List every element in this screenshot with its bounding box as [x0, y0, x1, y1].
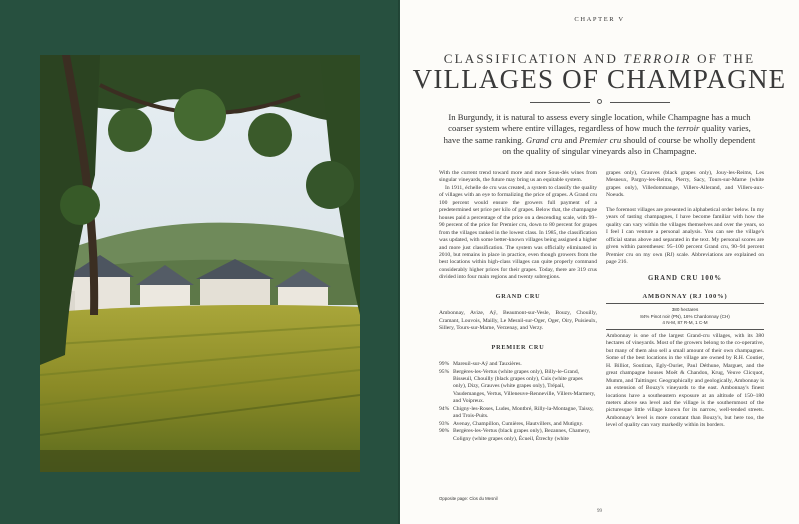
list-item: 93% Avenay, Champillon, Cumières, Hautvillers, and Mutigny. [439, 420, 584, 427]
divider [606, 329, 764, 330]
title-ornament [530, 99, 670, 105]
grand-cru-100-heading: GRAND CRU 100% [647, 275, 723, 283]
divider [606, 303, 764, 304]
list-item: 94% Chigny-les-Roses, Ludes, Montbré, Rilly-la-Montagne, Taissy, and Trois-Puits. [439, 405, 594, 420]
list-item: 99% Mareuil-sur-Aÿ and Tauxières. [439, 361, 522, 368]
paragraph: grapes only), Grauves (black grapes only), Jouy-les-Reims, Les Mesneux, Pargny-les-Reims, Pierry, Sacy, Tours-sur-Marne (white grapes only), Villedommange, Villers-Allerand, and Villers-aux-Noeuds. [606, 170, 764, 199]
title-line-1: CLASSIFICATION AND TERROIR OF THE [443, 51, 756, 66]
grand-cru-heading: GRAND CRU [495, 292, 541, 300]
text-column-right [606, 170, 764, 430]
village-description: Ambonnay is one of the largest Grand-cru villages, with its 380 hectares of vineyards. Most of the growers belong to the co-operative, but many of them also sell a small amount of their own champagnes. Some of the best locations in the village are owned by R.H. Coutier, H. Billiot, Soutiran, Egly-Ouriet, Paul Déthune, Marguet, and the great champagne houses Moët & Chandon, Krug, Veuve Clicquot, Mumm, and Taittinger. Geographically and geologically, Ambonnay is an extension of Bouzy's vineyards to the east. Ambonnay's finest locations have a southeastern exposure at an altitude of 150–180 meters above sea level and the village is the southernmost of the picturesque little village known for its narrow, well-tended streets. Ambonnay's level is more constant than Bouzy's, but here too, the level of quality can vary markedly within its borders. [606, 332, 764, 429]
intro-paragraph: In Burgundy, it is natural to assess every single location, while Champagne has a much coarser system where entire villages, regardless of how much the terroir quality varies, have the same ranking. Grand cru and Premier cru should of course be wholly dependent on the quality of singular vineyards also in Champagne. [443, 112, 756, 157]
paragraph: With the current trend toward more and more Sous-dés wines from singular vineyards, the future may bring us an equitable system. [439, 170, 597, 184]
chapter-label: CHAPTER V [574, 16, 625, 23]
village-name: AMBONNAY (RJ 100%) [642, 292, 728, 300]
grand-cru-villages: Ambonnay, Avize, Aÿ, Beaumont-sur-Vesle, Bouzy, Chouilly, Cramant, Louvois, Mailly, Le Mesnil-sur-Oger, Oger, Oiry, Puisieulx, Sillery, Tours-sur-Marne, Verzenay, and Verzy. [439, 310, 597, 332]
vineyard-photo [40, 55, 360, 472]
list-item: 90% Bergères-les-Vertus (black grapes only), Bezannes, Chamery, Coligny (white grapes only), Écueil, Étrechy (white [439, 428, 591, 442]
premier-cru-list [439, 361, 597, 443]
right-page [400, 0, 799, 524]
vineyard-illustration [40, 55, 360, 472]
paragraph: In 1911, échelle de cru was created, a system to classify the quality of villages with an eye to formalizing the price of grapes. A Grand cru 100 percent would ensure the growers full payment of a predetermined set price per kilo of grapes. Below that, the champagne houses paid a percentage of the price on a descending scale, with 99–90 percent of the price for Premier cru, down to 80 percent for grapes from the villages ranked in the lowest class. In 1985, the classification was updated, with some better-known villages being assigned a higher and more just classification. The system was officially eliminated in 2010, but remains in place in practice, even though growers from the best locations within high-class villages can quite properly command considerably higher prices for their grapes. Today, there are 319 crus divided into four main regions and twenty subregions. [439, 184, 597, 281]
text-column-left [439, 170, 597, 443]
page-number: 99 [597, 509, 602, 514]
village-info: 380 hectares 84% Pinot noir (PN), 16% Chardonnay (CH) 4 N-M, 87 R-M, 1 C-M [640, 307, 730, 325]
title-line-2: VILLAGES OF CHAMPAGNE [412, 64, 787, 94]
premier-cru-heading: PREMIER CRU [491, 343, 545, 351]
list-item: 95% Bergères-les-Vertus (white grapes only), Billy-le-Grand, Bisseuil, Chouilly (black grapes only), Cuis (white grapes only), Dizy, Grauves (white grapes only), Trépail, Vaudemanges, Vertus, Villeneuve-Renneville, Villers-Marmery, and Voipreux. [439, 368, 596, 405]
photo-caption: Opposite page: Clos du Mesnil [439, 496, 498, 501]
paragraph: The foremost villages are presented in alphabetical order below. In my years of tasting champagnes, I have become familiar with how the quality can vary within the villages themselves and over the years, so I feel I can venture a personal analysis. You can see the village's official status above and separated in the text. My personal scores are given within parentheses: 95–100 percent Grand cru, 90–94 percent Premier cru on my own (RJ) scale. Abbreviations are explained on page 216. [606, 206, 764, 265]
